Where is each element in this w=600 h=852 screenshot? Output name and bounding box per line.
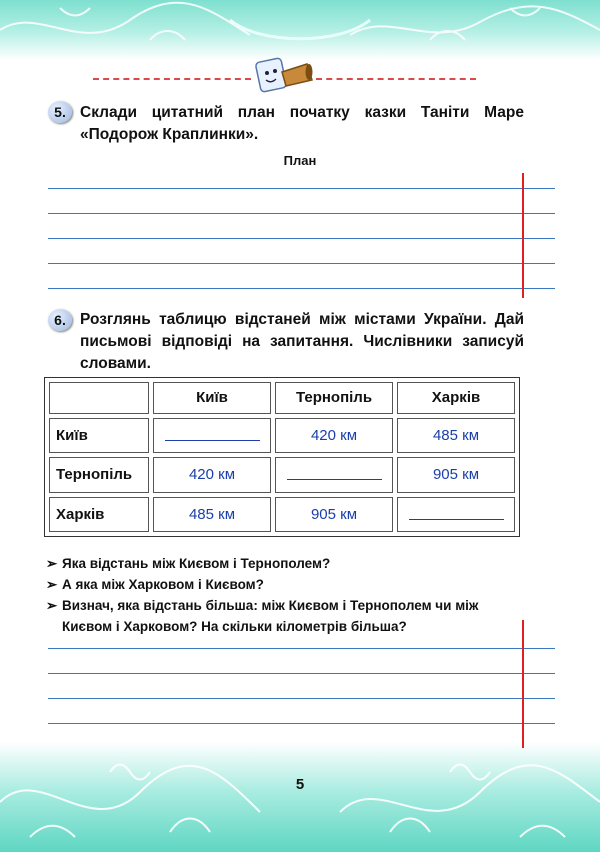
table-cell: 420 км: [153, 457, 271, 492]
table-row-header: Київ: [49, 418, 149, 453]
writing-line: [48, 263, 555, 264]
heading-dash-left: [93, 78, 251, 80]
table-cell: 485 км: [153, 497, 271, 532]
question-text: Визнач, яка відстань більша: між Києвом і Тернополем чи між Києвом і Харковом? На скільки кілометрів більша?: [62, 598, 479, 634]
task-number-badge: 6.: [48, 309, 72, 331]
question-text: Яка відстань між Києвом і Тернополем?: [62, 556, 331, 571]
table-row: [49, 497, 515, 532]
table-cell: 905 км: [275, 497, 393, 532]
page-number: 5: [295, 776, 305, 793]
table-row: [49, 457, 515, 492]
table-row-header: Харків: [49, 497, 149, 532]
blank-answer-cell[interactable]: [275, 457, 393, 492]
arrow-bullet-icon: ➢: [46, 556, 58, 571]
question-item: [46, 574, 502, 595]
writing-line: [48, 238, 555, 239]
writing-line: [48, 723, 555, 724]
top-floral-ornament: [0, 0, 600, 60]
questions-list: [46, 553, 502, 637]
writing-line: [48, 288, 555, 289]
table-cell: 420 км: [275, 418, 393, 453]
margin-red-line: [522, 173, 524, 298]
writing-line: [48, 673, 555, 674]
table-corner-cell: [49, 382, 149, 414]
blank-answer-line: [165, 426, 260, 441]
table-header-cell: Київ: [153, 382, 271, 414]
table-header-cell: Тернопіль: [275, 382, 393, 414]
writing-line: [48, 698, 555, 699]
table-cell: 905 км: [397, 457, 515, 492]
writing-line: [48, 648, 555, 649]
bottom-floral-ornament: [0, 742, 600, 852]
question-item: [46, 595, 502, 637]
blank-answer-line: [287, 465, 382, 480]
plan-label: План: [283, 153, 317, 168]
table-header-row: [49, 382, 515, 414]
task-number-badge: 5.: [48, 101, 72, 123]
blank-answer-line: [409, 505, 504, 520]
writing-line: [48, 188, 555, 189]
table-header-cell: Харків: [397, 382, 515, 414]
task-6-text: Розглянь таблицю відстаней між містами України. Дай письмові відповіді на запитання. Числівники записуй словами.: [80, 311, 524, 372]
distance-table: [44, 377, 520, 537]
scroll-icon: [252, 56, 316, 96]
heading-dash-right: [316, 78, 476, 80]
margin-red-line: [522, 620, 524, 748]
question-item: [46, 553, 502, 574]
blank-answer-cell[interactable]: [153, 418, 271, 453]
blank-answer-cell[interactable]: [397, 497, 515, 532]
arrow-bullet-icon: ➢: [46, 598, 58, 613]
table-row: [49, 418, 515, 453]
question-text: А яка між Харковом і Києвом?: [62, 577, 264, 592]
task-5-text: Склади цитатний план початку казки Таніти Маре «Подорож Краплинки».: [80, 104, 524, 143]
table-row-header: Тернопіль: [49, 457, 149, 492]
writing-line: [48, 213, 555, 214]
table-cell: 485 км: [397, 418, 515, 453]
arrow-bullet-icon: ➢: [46, 577, 58, 592]
